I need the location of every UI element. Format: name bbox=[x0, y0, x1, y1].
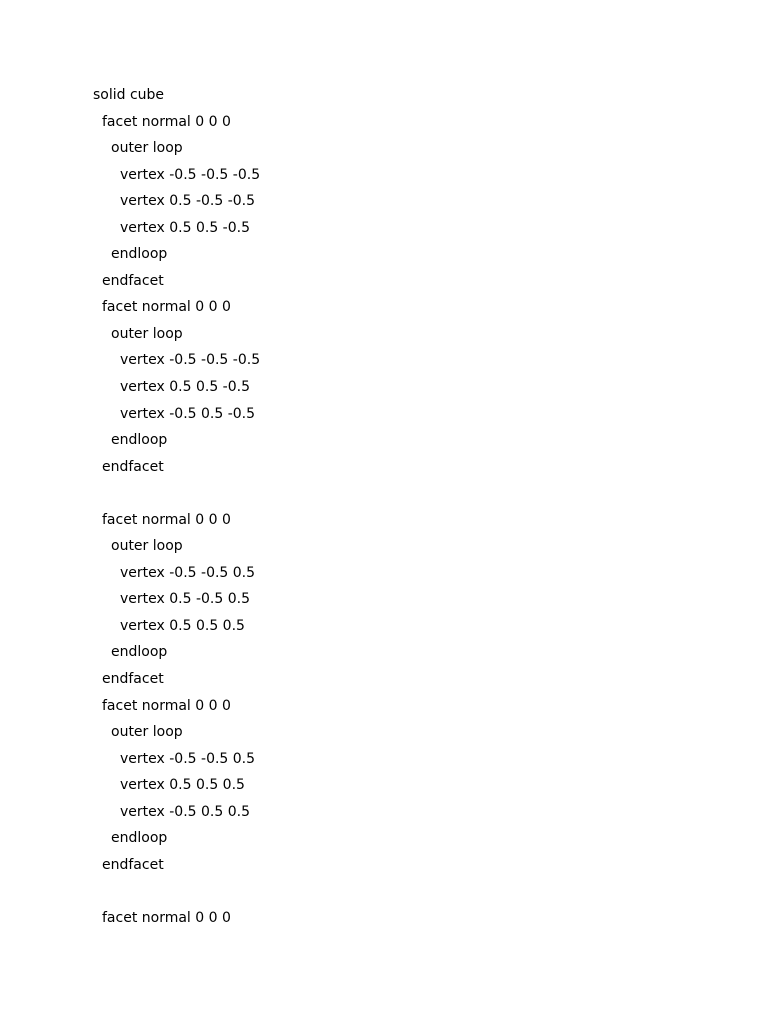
blank-line bbox=[93, 483, 733, 510]
facet-normal-line: facet normal 0 0 0 bbox=[102, 511, 231, 528]
vertex-line: vertex 0.5 0.5 0.5 bbox=[120, 777, 245, 794]
vertex-line: vertex 0.5 -0.5 0.5 bbox=[120, 591, 250, 608]
vertex-line: vertex 0.5 -0.5 -0.5 bbox=[120, 193, 256, 210]
endloop-line: endloop bbox=[111, 432, 168, 449]
vertex-line: vertex -0.5 -0.5 0.5 bbox=[120, 564, 256, 581]
endfacet-line: endfacet bbox=[102, 856, 164, 873]
stl-document bbox=[93, 85, 733, 935]
outer-loop-line: outer loop bbox=[111, 325, 183, 342]
vertex-line: vertex -0.5 -0.5 -0.5 bbox=[120, 166, 261, 183]
outer-loop-line: outer loop bbox=[111, 538, 183, 555]
facet-normal-line: facet normal 0 0 0 bbox=[102, 113, 231, 130]
facet-normal-line: facet normal 0 0 0 bbox=[102, 697, 231, 714]
outer-loop-line: outer loop bbox=[111, 724, 183, 741]
vertex-line: vertex -0.5 0.5 0.5 bbox=[120, 803, 250, 820]
vertex-line: vertex 0.5 0.5 -0.5 bbox=[120, 219, 250, 236]
vertex-line: vertex 0.5 0.5 -0.5 bbox=[120, 379, 250, 396]
vertex-line: vertex -0.5 0.5 -0.5 bbox=[120, 405, 256, 422]
endloop-line: endloop bbox=[111, 246, 168, 263]
endfacet-line: endfacet bbox=[102, 458, 164, 475]
endloop-line: endloop bbox=[111, 830, 168, 847]
facet-normal-line: facet normal 0 0 0 bbox=[102, 909, 231, 926]
blank-line bbox=[93, 881, 733, 908]
endfacet-line: endfacet bbox=[102, 272, 164, 289]
vertex-line: vertex -0.5 -0.5 0.5 bbox=[120, 750, 256, 767]
solid-header-line: solid cube bbox=[93, 87, 165, 103]
outer-loop-line: outer loop bbox=[111, 140, 183, 157]
endloop-line: endloop bbox=[111, 644, 168, 661]
vertex-line: vertex -0.5 -0.5 -0.5 bbox=[120, 352, 261, 369]
vertex-line: vertex 0.5 0.5 0.5 bbox=[120, 617, 245, 634]
endfacet-line: endfacet bbox=[102, 671, 164, 688]
facet-normal-line: facet normal 0 0 0 bbox=[102, 299, 231, 316]
